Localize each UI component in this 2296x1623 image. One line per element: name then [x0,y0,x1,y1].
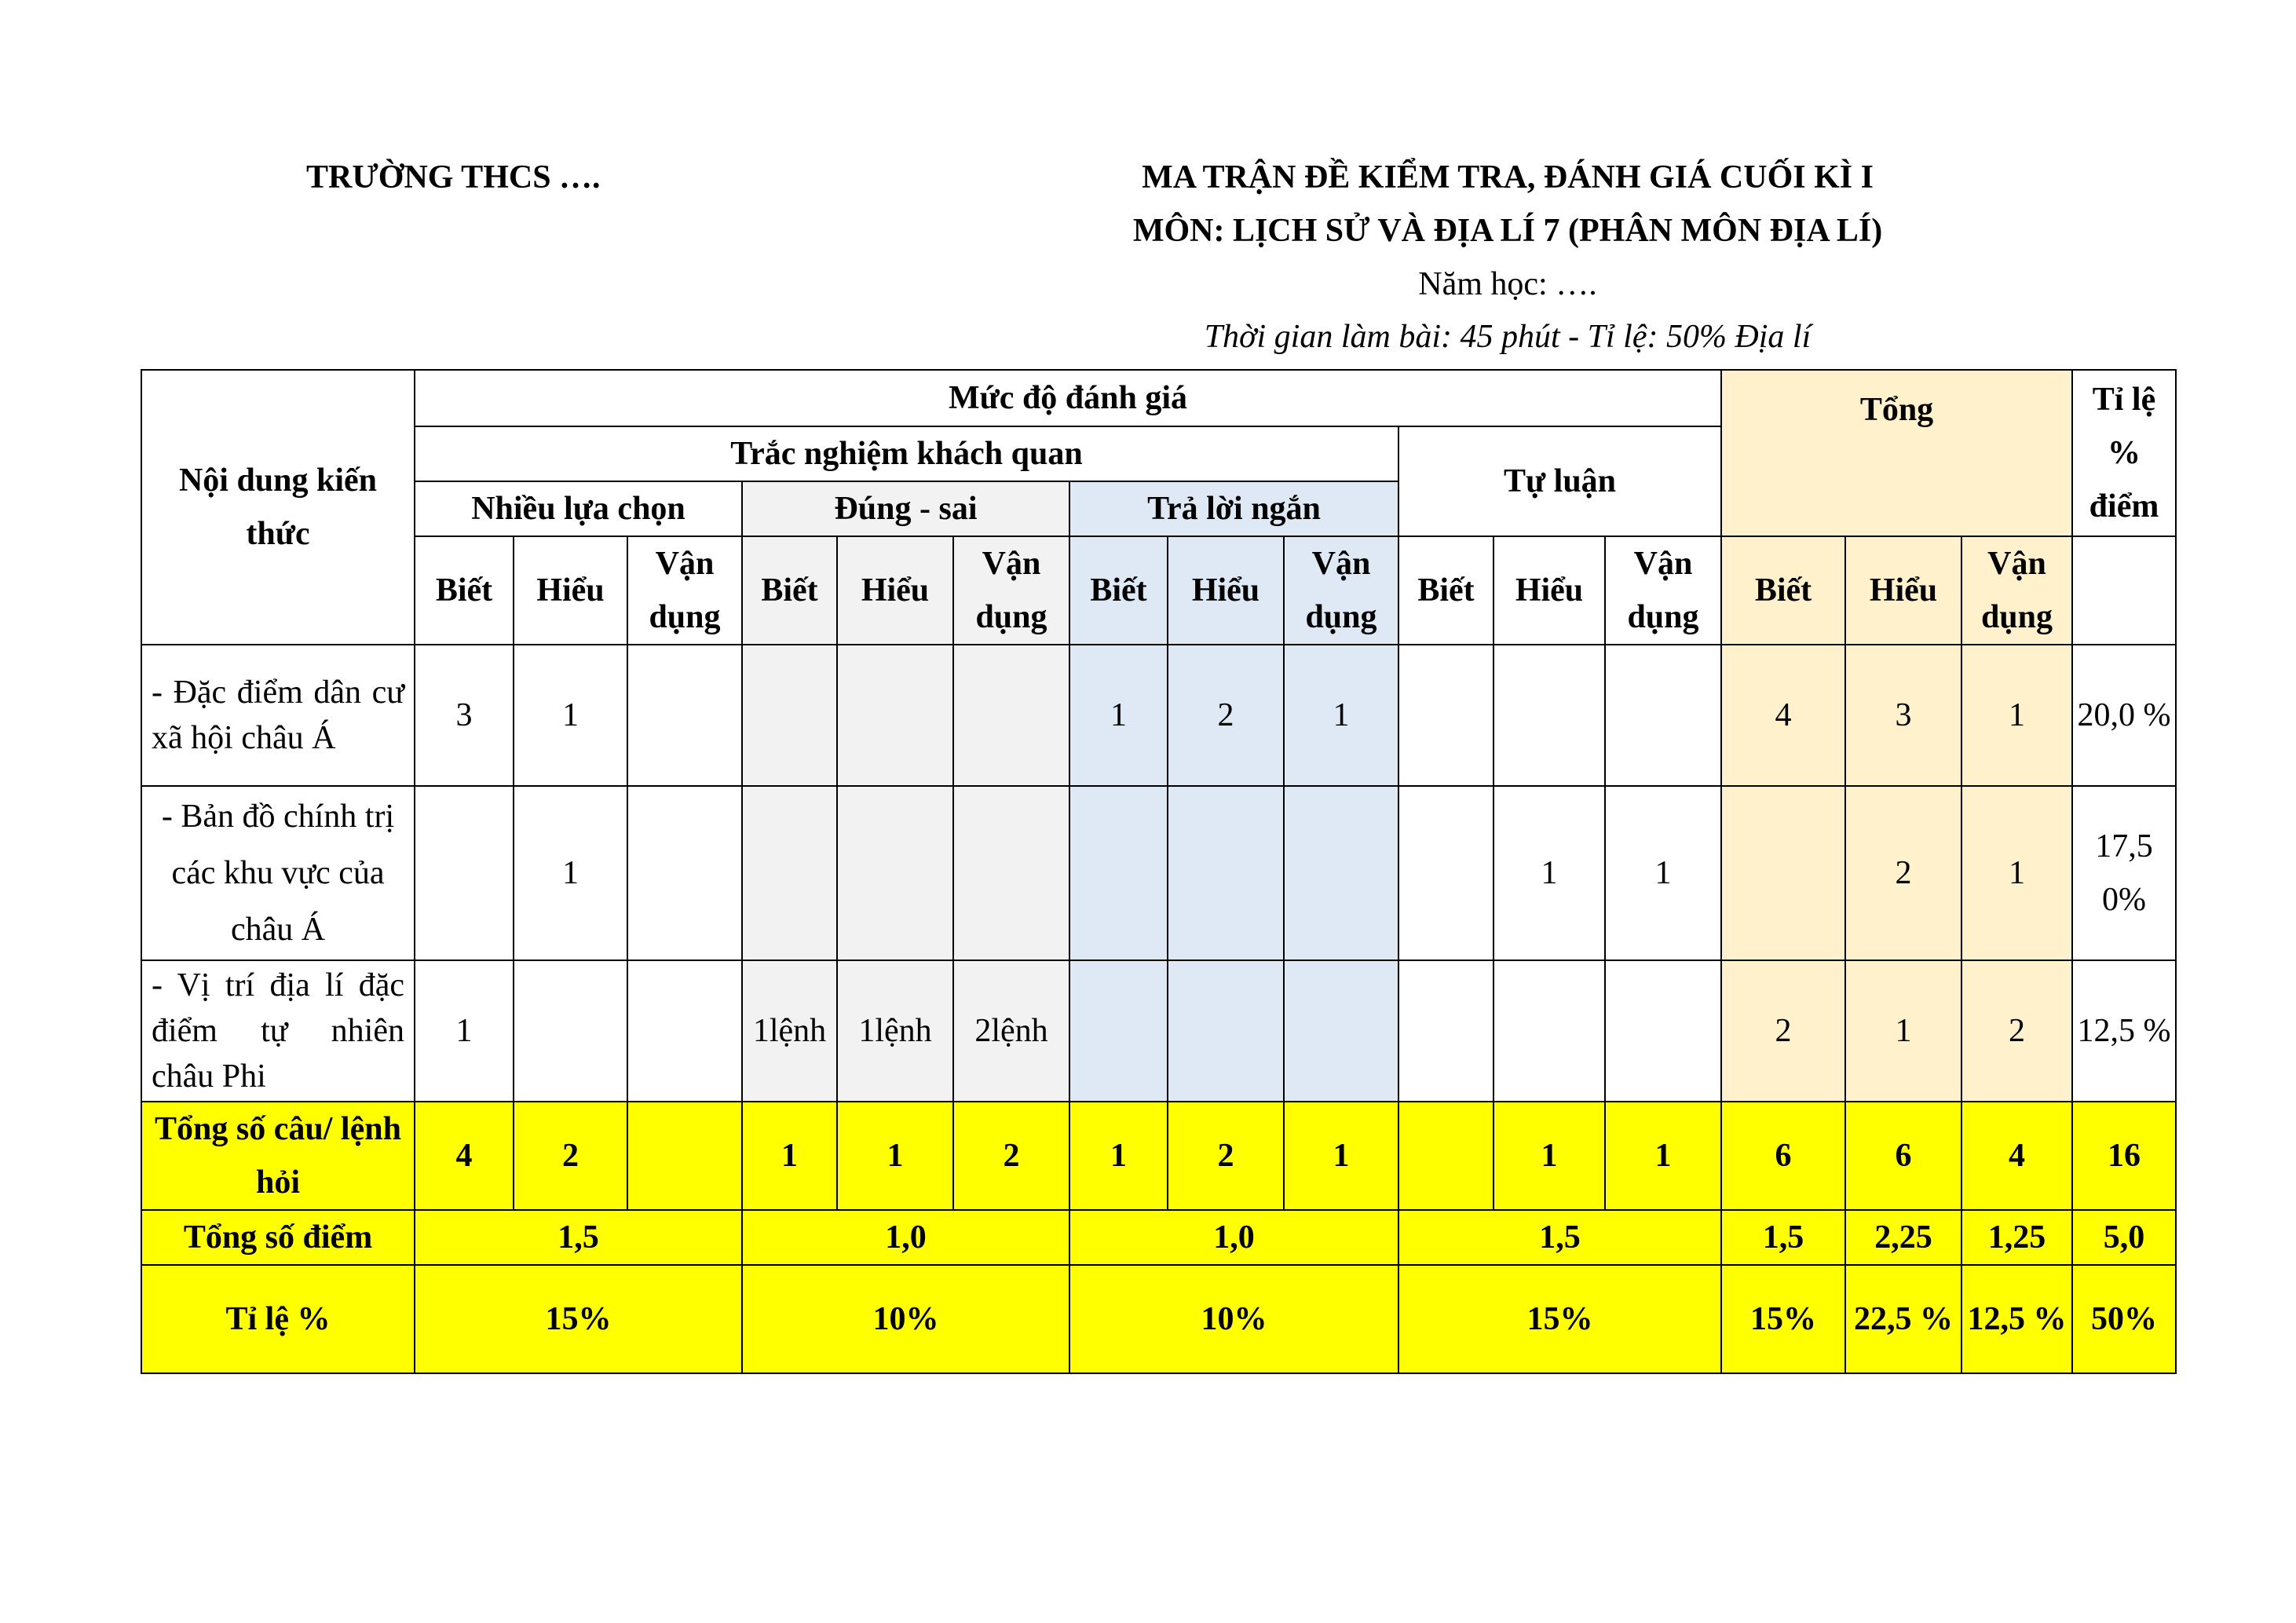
total-cell: 1 [1605,1102,1721,1210]
count-cell [1605,645,1721,786]
level-apply: Vận dụng [1605,536,1721,645]
count-cell: 2 [1168,645,1284,786]
count-cell [415,786,514,960]
total-cell [627,1102,742,1210]
count-cell [742,786,837,960]
count-cell: 1 [1961,786,2072,960]
ratio-cell: 20,0 % [2072,645,2176,786]
count-cell [742,645,837,786]
count-cell [627,960,742,1102]
ratio-blank [2072,536,2176,645]
count-cell: 1 [1493,786,1605,960]
count-cell: 2 [1721,960,1845,1102]
count-cell: 4 [1721,645,1845,786]
total-cell: 2 [1168,1102,1284,1210]
percent-ratio-cell: 50% [2072,1265,2176,1373]
percent-cell: 15% [415,1265,742,1373]
level-know: Biết [1398,536,1493,645]
count-cell [1493,645,1605,786]
count-cell [1398,786,1493,960]
total-points-row [141,1210,2176,1265]
level-understand: Hiểu [1168,536,1284,645]
count-cell: 2lệnh [953,960,1069,1102]
percent-label: Tỉ lệ % [141,1265,415,1373]
total-questions-label: Tổng số câu/ lệnh hỏi [141,1102,415,1210]
points-cell: 1,5 [415,1210,742,1265]
points-ratio-cell: 5,0 [2072,1210,2176,1265]
school-year: Năm học: …. [1418,266,1597,302]
level-understand: Hiểu [837,536,953,645]
count-cell [1168,786,1284,960]
count-cell [514,960,627,1102]
level-know: Biết [415,536,514,645]
points-cell: 1,5 [1721,1210,1845,1265]
count-cell: 3 [1845,645,1961,786]
level-know: Biết [1069,536,1168,645]
percent-row [141,1265,2176,1373]
group-multiple-choice: Nhiều lựa chọn [415,481,742,536]
ratio-cell: 17,5 0% [2072,786,2176,960]
count-cell [1284,786,1398,960]
table-row [141,645,2176,786]
ratio-cell: 12,5 % [2072,960,2176,1102]
total-cell: 4 [415,1102,514,1210]
total-cell [1398,1102,1493,1210]
count-cell: 1 [1069,645,1168,786]
level-apply: Vận dụng [953,536,1069,645]
percent-cell: 10% [1069,1265,1398,1373]
points-cell: 2,25 [1845,1210,1961,1265]
total-cell: 4 [1961,1102,2072,1210]
count-cell: 2 [1845,786,1961,960]
school-name: TRƯỜNG THCS …. [306,159,601,196]
count-cell [953,645,1069,786]
level-apply: Vận dụng [1961,536,2072,645]
count-cell [627,645,742,786]
total-cell: 2 [953,1102,1069,1210]
total-cell: 1 [1069,1102,1168,1210]
total-cell: 1 [742,1102,837,1210]
count-cell [1069,786,1168,960]
count-cell [837,645,953,786]
objective-header: Trắc nghiệm khách quan [415,426,1398,481]
exam-time: Thời gian làm bài: 45 phút - Tỉ lệ: 50% Địa lí [1204,319,1812,355]
total-header: Tổng [1721,370,2072,536]
topic-cell: - Bản đồ chính trị các khu vực của châu Á [141,786,415,960]
count-cell [1721,786,1845,960]
level-understand: Hiểu [1493,536,1605,645]
count-cell: 1 [1961,645,2072,786]
count-cell [1605,960,1721,1102]
level-apply: Vận dụng [627,536,742,645]
level-understand: Hiểu [514,536,627,645]
count-cell: 1 [415,960,514,1102]
document-title: MA TRẬN ĐỀ KIỂM TRA, ĐÁNH GIÁ CUỐI KÌ I [1142,159,1874,196]
total-cell: 1 [837,1102,953,1210]
topic-cell: - Vị trí địa lí đặc điểm tự nhiên châu Phi [141,960,415,1102]
percent-cell: 22,5 % [1845,1265,1961,1373]
count-cell: 1 [1845,960,1961,1102]
count-cell: 1 [1284,645,1398,786]
total-points-label: Tổng số điểm [141,1210,415,1265]
total-cell: 6 [1721,1102,1845,1210]
percent-cell: 15% [1721,1265,1845,1373]
subject-title: MÔN: LỊCH SỬ VÀ ĐỊA LÍ 7 (PHÂN MÔN ĐỊA LÍ) [1132,213,1883,249]
count-cell [1398,960,1493,1102]
table-row [141,960,2176,1102]
percent-cell: 12,5 % [1961,1265,2072,1373]
count-cell [627,786,742,960]
total-questions-row [141,1102,2176,1210]
total-cell: 2 [514,1102,627,1210]
count-cell: 1 [514,786,627,960]
count-cell: 3 [415,645,514,786]
points-cell: 1,25 [1961,1210,2072,1265]
level-header: Mức độ đánh giá [415,370,1721,426]
total-cell: 1 [1493,1102,1605,1210]
count-cell: 1 [1605,786,1721,960]
level-apply: Vận dụng [1284,536,1398,645]
level-understand: Hiểu [1845,536,1961,645]
group-true-false: Đúng - sai [742,481,1069,536]
topic-cell: - Đặc điểm dân cư xã hội châu Á [141,645,415,786]
points-cell: 1,5 [1398,1210,1721,1265]
essay-header: Tự luận [1398,426,1721,536]
group-short-answer: Trả lời ngắn [1069,481,1398,536]
assessment-matrix-table [141,369,2177,1374]
content-header: Nội dung kiến thức [141,370,415,645]
ratio-header: Tỉ lệ % điểm [2072,370,2176,536]
count-cell: 2 [1961,960,2072,1102]
total-ratio-cell: 16 [2072,1102,2176,1210]
percent-cell: 15% [1398,1265,1721,1373]
table-row [141,786,2176,960]
points-cell: 1,0 [1069,1210,1398,1265]
points-cell: 1,0 [742,1210,1069,1265]
count-cell [1168,960,1284,1102]
total-cell: 1 [1284,1102,1398,1210]
count-cell [837,786,953,960]
count-cell [953,786,1069,960]
level-know: Biết [742,536,837,645]
level-know: Biết [1721,536,1845,645]
count-cell [1284,960,1398,1102]
count-cell: 1 [514,645,627,786]
count-cell: 1lệnh [837,960,953,1102]
total-cell: 6 [1845,1102,1961,1210]
count-cell [1493,960,1605,1102]
percent-cell: 10% [742,1265,1069,1373]
count-cell [1069,960,1168,1102]
count-cell [1398,645,1493,786]
count-cell: 1lệnh [742,960,837,1102]
